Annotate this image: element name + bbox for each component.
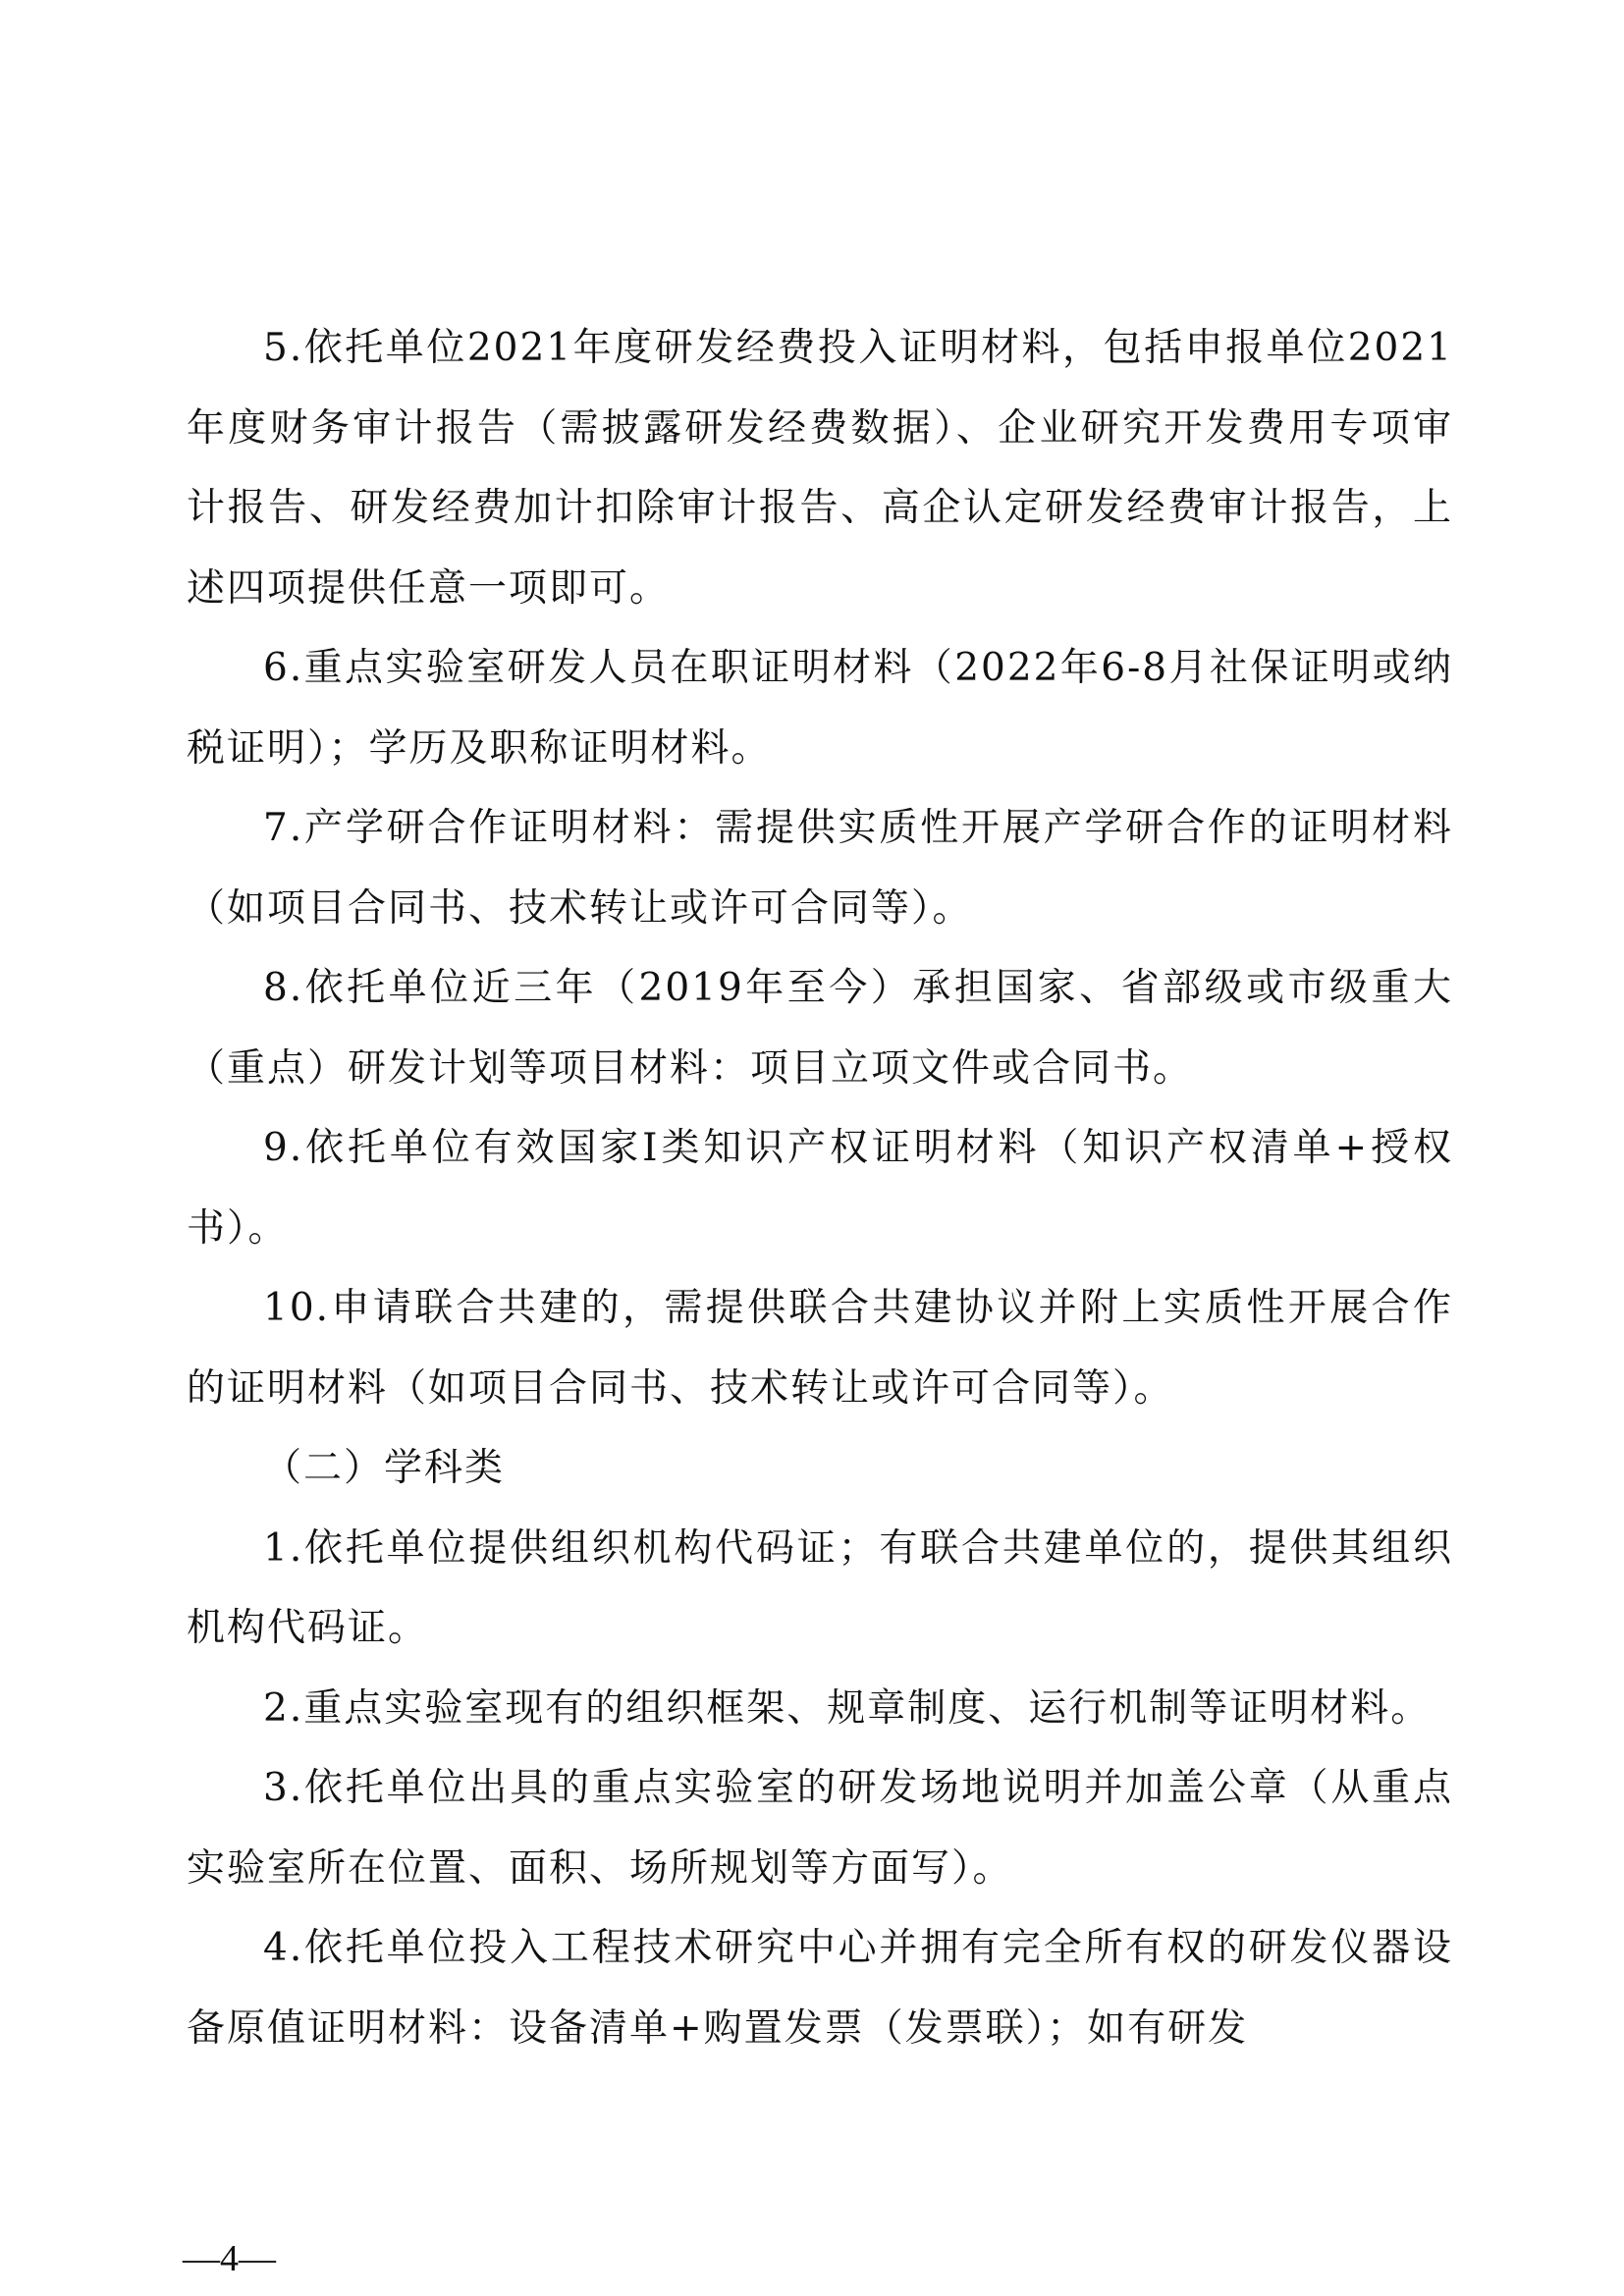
section-paragraph-2: 2.重点实验室现有的组织框架、规章制度、运行机制等证明材料。 — [263, 1685, 1432, 1731]
paragraph-item-6: 6.重点实验室研发人员在职证明材料（2022年6-8月社保证明或纳税证明）；学历及职称证明材料。 — [187, 646, 1453, 771]
paragraph-item-8: 8.依托单位近三年（2019年至今）承担国家、省部级或市级重大（重点）研发计划等项目材料：项目立项文件或合同书。 — [187, 966, 1453, 1091]
section-paragraph-3: 3.依托单位出具的重点实验室的研发场地说明并加盖公章（从重点实验室所在位置、面积、场所规划等方面写）。 — [187, 1766, 1453, 1891]
paragraph-item-5: 5.依托单位2021年度研发经费投入证明材料，包括申报单位2021年度财务审计报告（需披露研发经费数据）、企业研究开发费用专项审计报告、研发经费加计扣除审计报告、高企认定研发经费审计报告，上述四项提供任意一项即可。 — [187, 326, 1453, 611]
paragraph-item-9: 9.依托单位有效国家I类知识产权证明材料（知识产权清单+授权书）。 — [187, 1126, 1453, 1251]
section-heading: （二）学科类 — [263, 1446, 506, 1490]
paragraph-item-7: 7.产学研合作证明材料：需提供实质性开展产学研合作的证明材料（如项目合同书、技术转让或许可合同等）。 — [187, 806, 1453, 931]
section-paragraph-1: 1.依托单位提供组织机构代码证；有联合共建单位的，提供其组织机构代码证。 — [187, 1525, 1453, 1650]
document-body — [187, 308, 1453, 2068]
page-number: —4— — [183, 2238, 276, 2279]
section-paragraph-4: 4.依托单位投入工程技术研究中心并拥有完全所有权的研发仪器设备原值证明材料：设备清单+购置发票（发票联）；如有研发 — [187, 1926, 1453, 2051]
paragraph-item-10: 10.申请联合共建的，需提供联合共建协议并附上实质性开展合作的证明材料（如项目合同书、技术转让或许可合同等）。 — [187, 1286, 1453, 1411]
